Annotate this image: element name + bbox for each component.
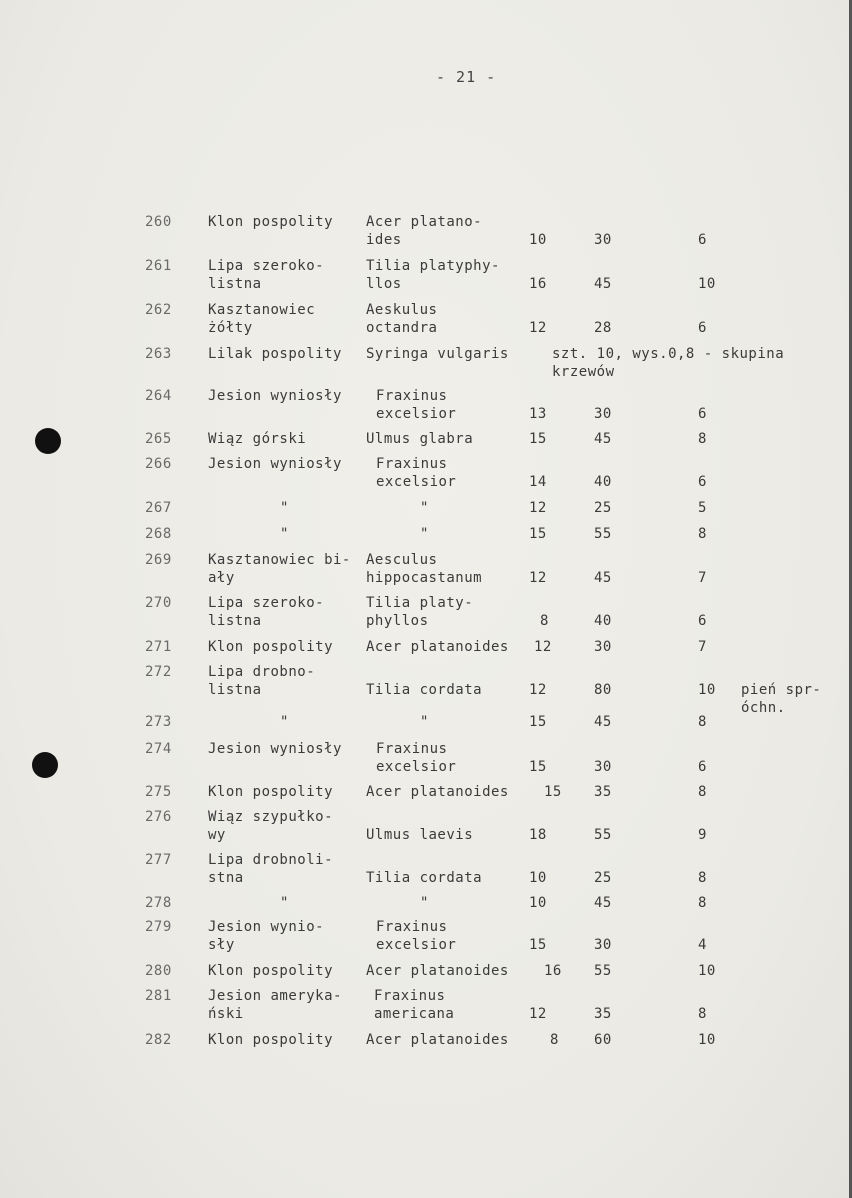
ditto-mark: " [280, 500, 289, 516]
circumference-value: 80 [594, 682, 612, 698]
latin-name: Acer platanoides [366, 963, 509, 979]
height-value: 10 [529, 870, 547, 886]
polish-name: Klon pospolity [208, 784, 334, 800]
row-number: 265 [145, 431, 172, 447]
crown-value: 6 [698, 406, 707, 422]
page-number: - 21 - [436, 68, 497, 86]
height-value: 12 [529, 682, 547, 698]
row-number: 260 [145, 214, 172, 230]
circumference-value: 45 [594, 570, 612, 586]
remarks: pień spr- óchn. [741, 682, 822, 716]
latin-name: Acer platano- ides [366, 214, 483, 248]
polish-name: Jesion wyniosły [208, 388, 342, 404]
circumference-value: 35 [594, 1006, 612, 1022]
latin-name: Acer platanoides [366, 784, 509, 800]
latin-name: Tilia platyphy- llos [366, 258, 500, 292]
latin-name: Aesculus hippocastanum [366, 552, 483, 586]
circumference-value: 25 [594, 500, 612, 516]
ditto-mark: " [280, 526, 289, 542]
polish-name: Jesion wynio- sły [208, 919, 325, 953]
polish-name: Jesion wyniosły [208, 741, 342, 757]
height-value: 8 [540, 613, 549, 629]
row-number: 271 [145, 639, 172, 655]
row-number: 282 [145, 1032, 172, 1048]
polish-name: Lipa szeroko- listna [208, 595, 325, 629]
row-number: 261 [145, 258, 172, 274]
row-number: 270 [145, 595, 172, 611]
crown-value: 6 [698, 320, 707, 336]
ditto-mark: " [420, 500, 429, 516]
crown-value: 6 [698, 232, 707, 248]
polish-name: Kasztanowiec bi- ały [208, 552, 351, 586]
circumference-value: 45 [594, 431, 612, 447]
ditto-mark: " [420, 714, 429, 730]
height-value: 12 [529, 1006, 547, 1022]
latin-name: Acer platanoides [366, 1032, 509, 1048]
height-value: 12 [529, 320, 547, 336]
height-value: 16 [544, 963, 562, 979]
polish-name: Klon pospolity [208, 214, 334, 230]
height-value: 14 [529, 474, 547, 490]
latin-name: Tilia platy- phyllos [366, 595, 474, 629]
remarks: szt. 10, wys.0,8 - skupina krzewów [552, 346, 785, 380]
crown-value: 8 [698, 1006, 707, 1022]
polish-name: Lipa drobnoli- stna [208, 852, 334, 886]
latin-name: Fraxinus excelsior [376, 388, 457, 422]
crown-value: 9 [698, 827, 707, 843]
crown-value: 8 [698, 784, 707, 800]
polish-name: Klon pospolity [208, 1032, 334, 1048]
latin-name: Tilia cordata [366, 682, 483, 698]
height-value: 16 [529, 276, 547, 292]
crown-value: 7 [698, 639, 707, 655]
latin-name: Syringa vulgaris [366, 346, 509, 362]
height-value: 12 [529, 570, 547, 586]
circumference-value: 40 [594, 474, 612, 490]
circumference-value: 30 [594, 639, 612, 655]
crown-value: 8 [698, 431, 707, 447]
row-number: 273 [145, 714, 172, 730]
circumference-value: 25 [594, 870, 612, 886]
row-number: 272 [145, 664, 172, 680]
crown-value: 8 [698, 870, 707, 886]
circumference-value: 40 [594, 613, 612, 629]
height-value: 15 [529, 431, 547, 447]
row-number: 269 [145, 552, 172, 568]
crown-value: 10 [698, 1032, 716, 1048]
latin-name: Acer platanoides [366, 639, 509, 655]
latin-name: Fraxinus excelsior [376, 741, 457, 775]
ditto-mark: " [420, 895, 429, 911]
crown-value: 6 [698, 474, 707, 490]
circumference-value: 55 [594, 526, 612, 542]
height-value: 15 [529, 526, 547, 542]
row-number: 268 [145, 526, 172, 542]
polish-name: Kasztanowiec żółty [208, 302, 316, 336]
row-number: 279 [145, 919, 172, 935]
latin-name: Fraxinus excelsior [376, 919, 457, 953]
latin-name: Aeskulus octandra [366, 302, 438, 336]
row-number: 281 [145, 988, 172, 1004]
polish-name: Jesion wyniosły [208, 456, 342, 472]
polish-name: Lilak pospolity [208, 346, 342, 362]
polish-name: Klon pospolity [208, 639, 334, 655]
row-number: 264 [145, 388, 172, 404]
ditto-mark: " [280, 714, 289, 730]
circumference-value: 60 [594, 1032, 612, 1048]
latin-name: Tilia cordata [366, 870, 483, 886]
row-number: 278 [145, 895, 172, 911]
height-value: 13 [529, 406, 547, 422]
height-value: 15 [544, 784, 562, 800]
latin-name: Fraxinus americana [374, 988, 455, 1022]
circumference-value: 45 [594, 714, 612, 730]
row-number: 274 [145, 741, 172, 757]
crown-value: 6 [698, 759, 707, 775]
row-number: 276 [145, 809, 172, 825]
crown-value: 8 [698, 714, 707, 730]
row-number: 266 [145, 456, 172, 472]
latin-name: Ulmus laevis [366, 827, 474, 843]
row-number: 263 [145, 346, 172, 362]
polish-name: Klon pospolity [208, 963, 334, 979]
height-value: 12 [529, 500, 547, 516]
height-value: 10 [529, 895, 547, 911]
circumference-value: 30 [594, 232, 612, 248]
row-number: 277 [145, 852, 172, 868]
polish-name: Wiąz górski [208, 431, 307, 447]
circumference-value: 30 [594, 759, 612, 775]
latin-name: Ulmus glabra [366, 431, 474, 447]
polish-name: Lipa szeroko- listna [208, 258, 325, 292]
row-number: 275 [145, 784, 172, 800]
crown-value: 10 [698, 276, 716, 292]
crown-value: 6 [698, 613, 707, 629]
circumference-value: 45 [594, 895, 612, 911]
height-value: 12 [534, 639, 552, 655]
ditto-mark: " [420, 526, 429, 542]
crown-value: 7 [698, 570, 707, 586]
height-value: 15 [529, 714, 547, 730]
height-value: 15 [529, 759, 547, 775]
crown-value: 10 [698, 963, 716, 979]
height-value: 8 [550, 1032, 559, 1048]
row-number: 267 [145, 500, 172, 516]
row-number: 280 [145, 963, 172, 979]
polish-name: Lipa drobno- listna [208, 664, 316, 698]
circumference-value: 35 [594, 784, 612, 800]
crown-value: 8 [698, 526, 707, 542]
circumference-value: 30 [594, 937, 612, 953]
row-number: 262 [145, 302, 172, 318]
circumference-value: 55 [594, 827, 612, 843]
crown-value: 10 [698, 682, 716, 698]
circumference-value: 45 [594, 276, 612, 292]
height-value: 15 [529, 937, 547, 953]
crown-value: 5 [698, 500, 707, 516]
circumference-value: 55 [594, 963, 612, 979]
latin-name: Fraxinus excelsior [376, 456, 457, 490]
polish-name: Wiąz szypułko- wy [208, 809, 334, 843]
height-value: 18 [529, 827, 547, 843]
circumference-value: 30 [594, 406, 612, 422]
crown-value: 4 [698, 937, 707, 953]
polish-name: Jesion ameryka- ński [208, 988, 342, 1022]
ditto-mark: " [280, 895, 289, 911]
height-value: 10 [529, 232, 547, 248]
circumference-value: 28 [594, 320, 612, 336]
crown-value: 8 [698, 895, 707, 911]
